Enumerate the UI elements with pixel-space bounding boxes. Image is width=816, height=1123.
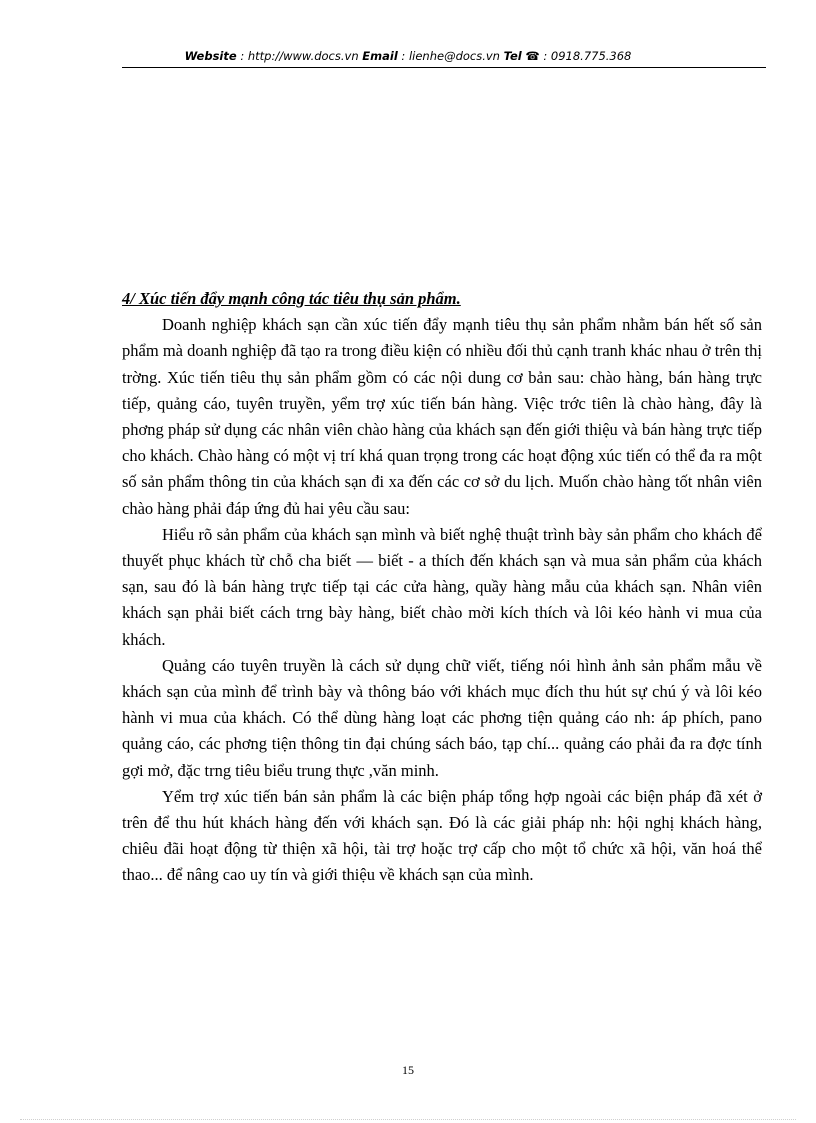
paragraph-product-knowledge: Hiểu rõ sản phẩm của khách sạn mình và biết nghệ thuật trình bày sản phẩm cho khách để thuyết phục khách từ chỗ cha biết — biết - a thích đến khách sạn và mua sản phẩm của khách sạn, sau đó là bán hàng trực tiếp tại các cửa hàng, quầy hàng mẫu của khách sạn. Nhân viên khách sạn phải biết cách trng bày hàng, biết chào mời kích thích và lôi kéo hành vi mua của khách.	[122, 524, 762, 649]
tel-value: ☎ : 0918.775.368	[521, 49, 632, 63]
website-value: : http://www.docs.vn	[236, 49, 363, 63]
paragraph-sales-support: Yểm trợ xúc tiến bán sản phẩm là các biện pháp tổng hợp ngoài các biện pháp đã xét ở trên để thu hút khách hàng đến với khách sạn. Đó là các giải pháp nh: hội nghị khách hàng, chiêu đãi hoạt động từ thiện xã hội, tài trợ hoặc trợ cấp cho một tổ chức xã hội, văn hoá thể thao... để nâng cao uy tín và giới thiệu về khách sạn của mình.	[122, 786, 762, 885]
email-label: Email	[362, 49, 398, 63]
page-number: 15	[402, 1063, 414, 1077]
section-title: 4/ Xúc tiến đẩy mạnh công tác tiêu thụ sản phẩm.	[122, 289, 461, 308]
footer-dotted-line	[20, 1119, 796, 1120]
header-divider	[122, 67, 766, 68]
website-label: Website	[184, 49, 237, 63]
paragraph-promotion-intro: Doanh nghiệp khách sạn cần xúc tiến đẩy mạnh tiêu thụ sản phẩm nhằm bán hết số sản phẩm mà doanh nghiệp đã tạo ra trong điều kiện có nhiều đối thủ cạnh tranh khác nhau ở trên thị trờng. Xúc tiến tiêu thụ sản phẩm gồm có các nội dung cơ bản sau: chào hàng, bán hàng trực tiếp, quảng cáo, tuyên truyền, yểm trợ xúc tiến bán hàng. Việc trớc tiên là chào hàng, đây là phơng pháp sử dụng các nhân viên chào hàng của khách sạn đến giới thiệu và bán hàng trực tiếp cho khách. Chào hàng có một vị trí khá quan trọng trong các hoạt động xúc tiến có thể đa ra một số sản phẩm thông tin của khách sạn đi xa đến các cơ sở du lịch. Muốn chào hàng tốt nhân viên chào hàng phải đáp ứng đủ hai yêu cầu sau:	[122, 315, 762, 518]
document-body	[122, 286, 762, 889]
email-value: : lienhe@docs.vn	[397, 49, 504, 63]
tel-label: Tel	[503, 49, 522, 63]
page-header	[0, 48, 816, 64]
paragraph-advertising: Quảng cáo tuyên truyền là cách sử dụng chữ viết, tiếng nói hình ảnh sản phẩm mẫu về khách sạn của mình để trình bày và thông báo với khách mục đích thu hút sự chú ý và lôi kéo hành vi mua của khách. Có thể dùng hàng loạt các phơng tiện quảng cáo nh: áp phích, pano quảng cáo, các phơng tiện thông tin đại chúng sách báo, tạp chí... quảng cáo phải đa ra đợc tính gợi mở, đặc trng tiêu biểu trung thực ,văn minh.	[122, 655, 762, 780]
